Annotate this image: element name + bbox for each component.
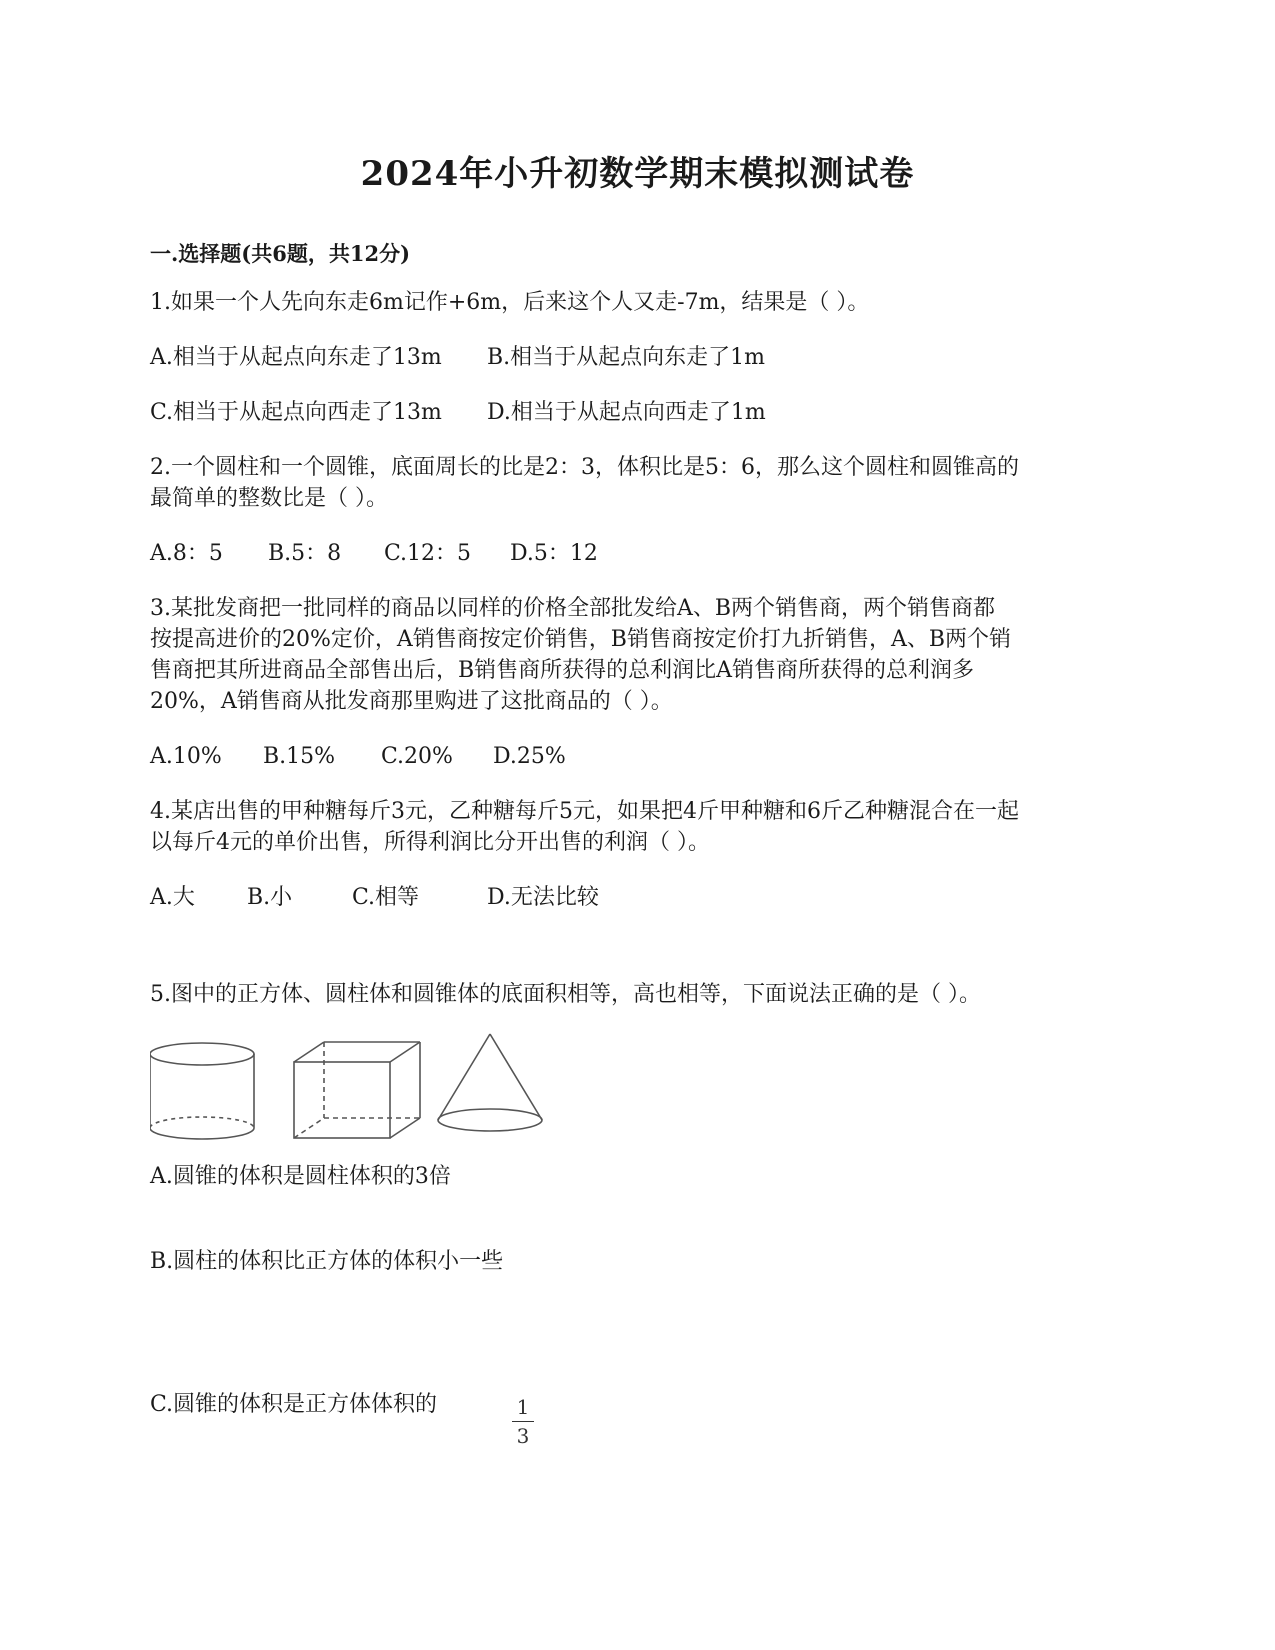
q2-option-a: A.8：5	[150, 541, 223, 566]
page-title: 2024年小升初数学期末模拟测试卷	[360, 154, 915, 194]
question-3-stem-line-2: 按提高进价的20%定价，A销售商按定价销售，B销售商按定价打九折销售，A、B两个销	[150, 627, 1012, 652]
q4-option-a: A.大	[150, 885, 195, 910]
section-heading: 一.选择题(共6题，共12分)	[150, 241, 411, 266]
fraction-numerator: 1	[516, 1395, 530, 1419]
q5-option-b: B.圆柱的体积比正方体的体积小一些	[150, 1249, 504, 1274]
q1-option-c: C.相当于从起点向西走了13m	[150, 400, 442, 425]
q5-option-a: A.圆锥的体积是圆柱体积的3倍	[150, 1164, 451, 1189]
q2-option-c: C.12：5	[384, 541, 472, 566]
question-3-stem-line-3: 售商把其所进商品全部售出后，B销售商所获得的总利润比A销售商所获得的总利润多	[150, 658, 975, 683]
q4-option-c: C.相等	[352, 885, 420, 910]
solid-figures	[150, 1030, 550, 1140]
q3-option-c: C.20%	[381, 744, 453, 769]
question-2-stem-line-1: 2.一个圆柱和一个圆锥，底面周长的比是2：3，体积比是5：6，那么这个圆柱和圆锥高的	[150, 455, 1019, 480]
question-3-stem-line-4: 20%，A销售商从批发商那里购进了这批商品的（ ）。	[150, 689, 673, 714]
question-1-stem: 1.如果一个人先向东走6m记作+6m，后来这个人又走-7m，结果是（ ）。	[150, 290, 870, 315]
q4-option-d: D.无法比较	[487, 885, 599, 910]
question-5-stem: 5.图中的正方体、圆柱体和圆锥体的底面积相等，高也相等，下面说法正确的是（ ）。	[150, 982, 981, 1007]
question-2-stem-line-2: 最简单的整数比是（ ）。	[150, 486, 388, 511]
question-3-stem-line-1: 3.某批发商把一批同样的商品以同样的价格全部批发给A、B两个销售商，两个销售商都	[150, 596, 996, 621]
fraction-denominator: 3	[516, 1424, 530, 1448]
question-4-stem-line-1: 4.某店出售的甲种糖每斤3元，乙种糖每斤5元，如果把4斤甲种糖和6斤乙种糖混合在一起	[150, 799, 1019, 824]
q1-option-b: B.相当于从起点向东走了1m	[487, 345, 766, 370]
q3-option-b: B.15%	[263, 744, 336, 769]
q3-option-a: A.10%	[150, 744, 222, 769]
q5-option-c: C.圆锥的体积是正方体体积的	[150, 1392, 438, 1417]
cube-figure	[294, 1042, 420, 1138]
q4-option-b: B.小	[247, 885, 293, 910]
fraction-one-third	[512, 1396, 534, 1447]
q2-option-b: B.5：8	[268, 541, 342, 566]
q1-option-d: D.相当于从起点向西走了1m	[487, 400, 766, 425]
q2-option-d: D.5：12	[510, 541, 598, 566]
q3-option-d: D.25%	[493, 744, 566, 769]
q1-option-a: A.相当于从起点向东走了13m	[150, 345, 442, 370]
question-4-stem-line-2: 以每斤4元的单价出售，所得利润比分开出售的利润（ ）。	[150, 830, 710, 855]
cylinder-figure	[150, 1043, 254, 1139]
fraction-bar	[512, 1421, 534, 1422]
cone-figure	[438, 1034, 542, 1131]
